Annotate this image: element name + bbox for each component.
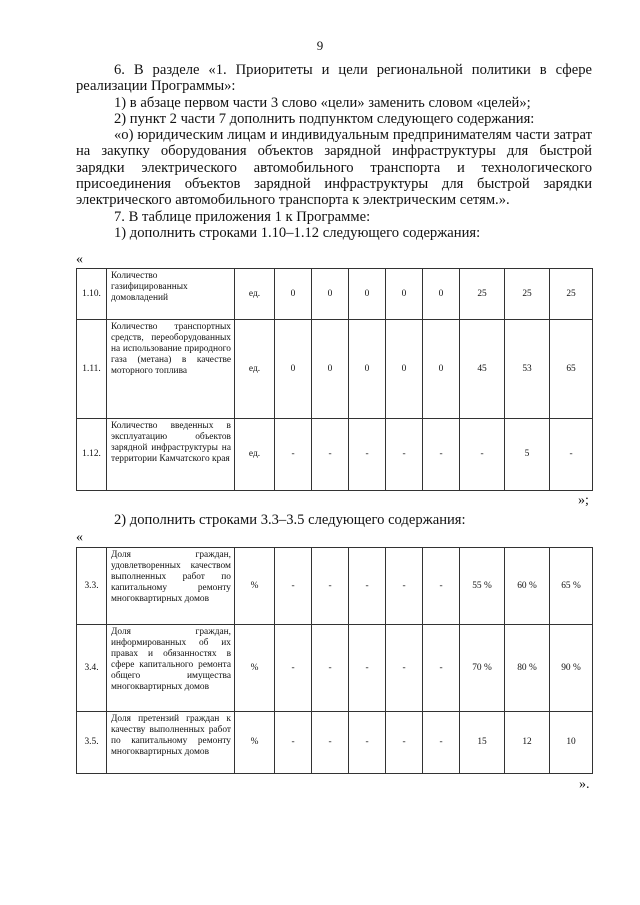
value-cell: - xyxy=(275,625,312,712)
indicator-name: Количество введенных в эксплуатацию объектов зарядной инфраструктуры на территории Камчатского края xyxy=(107,419,235,491)
value-cell: - xyxy=(386,712,423,774)
value-cell: 12 xyxy=(505,712,550,774)
value-cell: 70 % xyxy=(460,625,505,712)
value-cell: - xyxy=(550,419,593,491)
value-cell: - xyxy=(275,548,312,625)
indicator-name: Количество транспортных средств, переоборудованных на использование природного газа (метана) в качестве моторного топлива xyxy=(107,320,235,419)
value-cell: 0 xyxy=(275,269,312,320)
value-cell: 55 % xyxy=(460,548,505,625)
value-cell: - xyxy=(460,419,505,491)
unit-cell: % xyxy=(235,712,275,774)
paragraph: 7. В таблице приложения 1 к Программе: xyxy=(114,208,371,225)
indicator-name: Доля граждан, удовлетворенных качеством выполненных работ по капитальному ремонту многоквартирных домов xyxy=(107,548,235,625)
value-cell: - xyxy=(275,712,312,774)
value-cell: 0 xyxy=(423,320,460,419)
value-cell: 0 xyxy=(349,320,386,419)
unit-cell: ед. xyxy=(235,320,275,419)
table-row xyxy=(77,712,593,774)
value-cell: - xyxy=(386,625,423,712)
value-cell: 0 xyxy=(312,320,349,419)
paragraph: 6. В разделе «1. Приоритеты и цели региональной политики в сфере реализации Программы»: xyxy=(76,62,592,95)
value-cell: 53 xyxy=(505,320,550,419)
value-cell: 0 xyxy=(275,320,312,419)
value-cell: - xyxy=(312,419,349,491)
value-cell: - xyxy=(349,548,386,625)
unit-cell: ед. xyxy=(235,419,275,491)
value-cell: 0 xyxy=(386,320,423,419)
row-number: 1.12. xyxy=(77,419,107,491)
intro-table2: 2) дополнить строками 3.3–3.5 следующего содержания: xyxy=(114,512,466,528)
value-cell: - xyxy=(423,625,460,712)
value-cell: - xyxy=(349,419,386,491)
row-number: 3.4. xyxy=(77,625,107,712)
value-cell: - xyxy=(312,625,349,712)
value-cell: 60 % xyxy=(505,548,550,625)
value-cell: 0 xyxy=(312,269,349,320)
paragraph: 1) в абзаце первом части 3 слово «цели» заменить словом «целей»; xyxy=(114,94,531,111)
table-row xyxy=(77,269,593,320)
table2-open-quote: « xyxy=(76,530,83,545)
row-number: 3.5. xyxy=(77,712,107,774)
value-cell: 80 % xyxy=(505,625,550,712)
page-number: 9 xyxy=(316,38,324,53)
value-cell: - xyxy=(423,419,460,491)
value-cell: - xyxy=(312,712,349,774)
unit-cell: % xyxy=(235,625,275,712)
table-1 xyxy=(76,268,593,491)
value-cell: 0 xyxy=(386,269,423,320)
value-cell: 45 xyxy=(460,320,505,419)
table1-close-mark: »; xyxy=(578,493,589,508)
row-number: 1.11. xyxy=(77,320,107,419)
value-cell: 25 xyxy=(460,269,505,320)
paragraph: «о) юридическим лицам и индивидуальным предпринимателям части затрат на закупку оборудования объектов зарядной инфраструктуры для быстрой зарядки электрического автомобильного транспорта и технологического присоединения объектов зарядной инфраструктуры для быстрой зарядки электрического автомобильного транспорта к электрическим сетям.». xyxy=(76,127,592,209)
table-row xyxy=(77,625,593,712)
paragraph: 1) дополнить строками 1.10–1.12 следующего содержания: xyxy=(114,224,481,241)
indicator-name: Доля претензий граждан к качеству выполненных работ по капитальному ремонту многоквартирных домов xyxy=(107,712,235,774)
value-cell: - xyxy=(275,419,312,491)
value-cell: 15 xyxy=(460,712,505,774)
value-cell: 0 xyxy=(423,269,460,320)
value-cell: - xyxy=(423,712,460,774)
body-text xyxy=(76,62,592,241)
row-number: 3.3. xyxy=(77,548,107,625)
value-cell: 65 xyxy=(550,320,593,419)
paragraph: 2) пункт 2 части 7 дополнить подпунктом следующего содержания: xyxy=(114,110,535,127)
value-cell: - xyxy=(386,548,423,625)
table-row xyxy=(77,548,593,625)
value-cell: - xyxy=(349,712,386,774)
table2-close-mark: ». xyxy=(579,777,590,792)
value-cell: - xyxy=(423,548,460,625)
table1-open-quote: « xyxy=(76,252,83,267)
value-cell: - xyxy=(349,625,386,712)
value-cell: 10 xyxy=(550,712,593,774)
value-cell: - xyxy=(312,548,349,625)
value-cell: 25 xyxy=(505,269,550,320)
table-row xyxy=(77,320,593,419)
value-cell: 25 xyxy=(550,269,593,320)
table-row xyxy=(77,419,593,491)
unit-cell: % xyxy=(235,548,275,625)
unit-cell: ед. xyxy=(235,269,275,320)
value-cell: 5 xyxy=(505,419,550,491)
value-cell: - xyxy=(386,419,423,491)
indicator-name: Доля граждан, информированных об их правах и обязанностях в сфере капитального ремонта общего имущества многоквартирных домов xyxy=(107,625,235,712)
value-cell: 90 % xyxy=(550,625,593,712)
value-cell: 65 % xyxy=(550,548,593,625)
indicator-name: Количество газифицированных домовладений xyxy=(107,269,235,320)
table-2 xyxy=(76,547,593,774)
value-cell: 0 xyxy=(349,269,386,320)
row-number: 1.10. xyxy=(77,269,107,320)
